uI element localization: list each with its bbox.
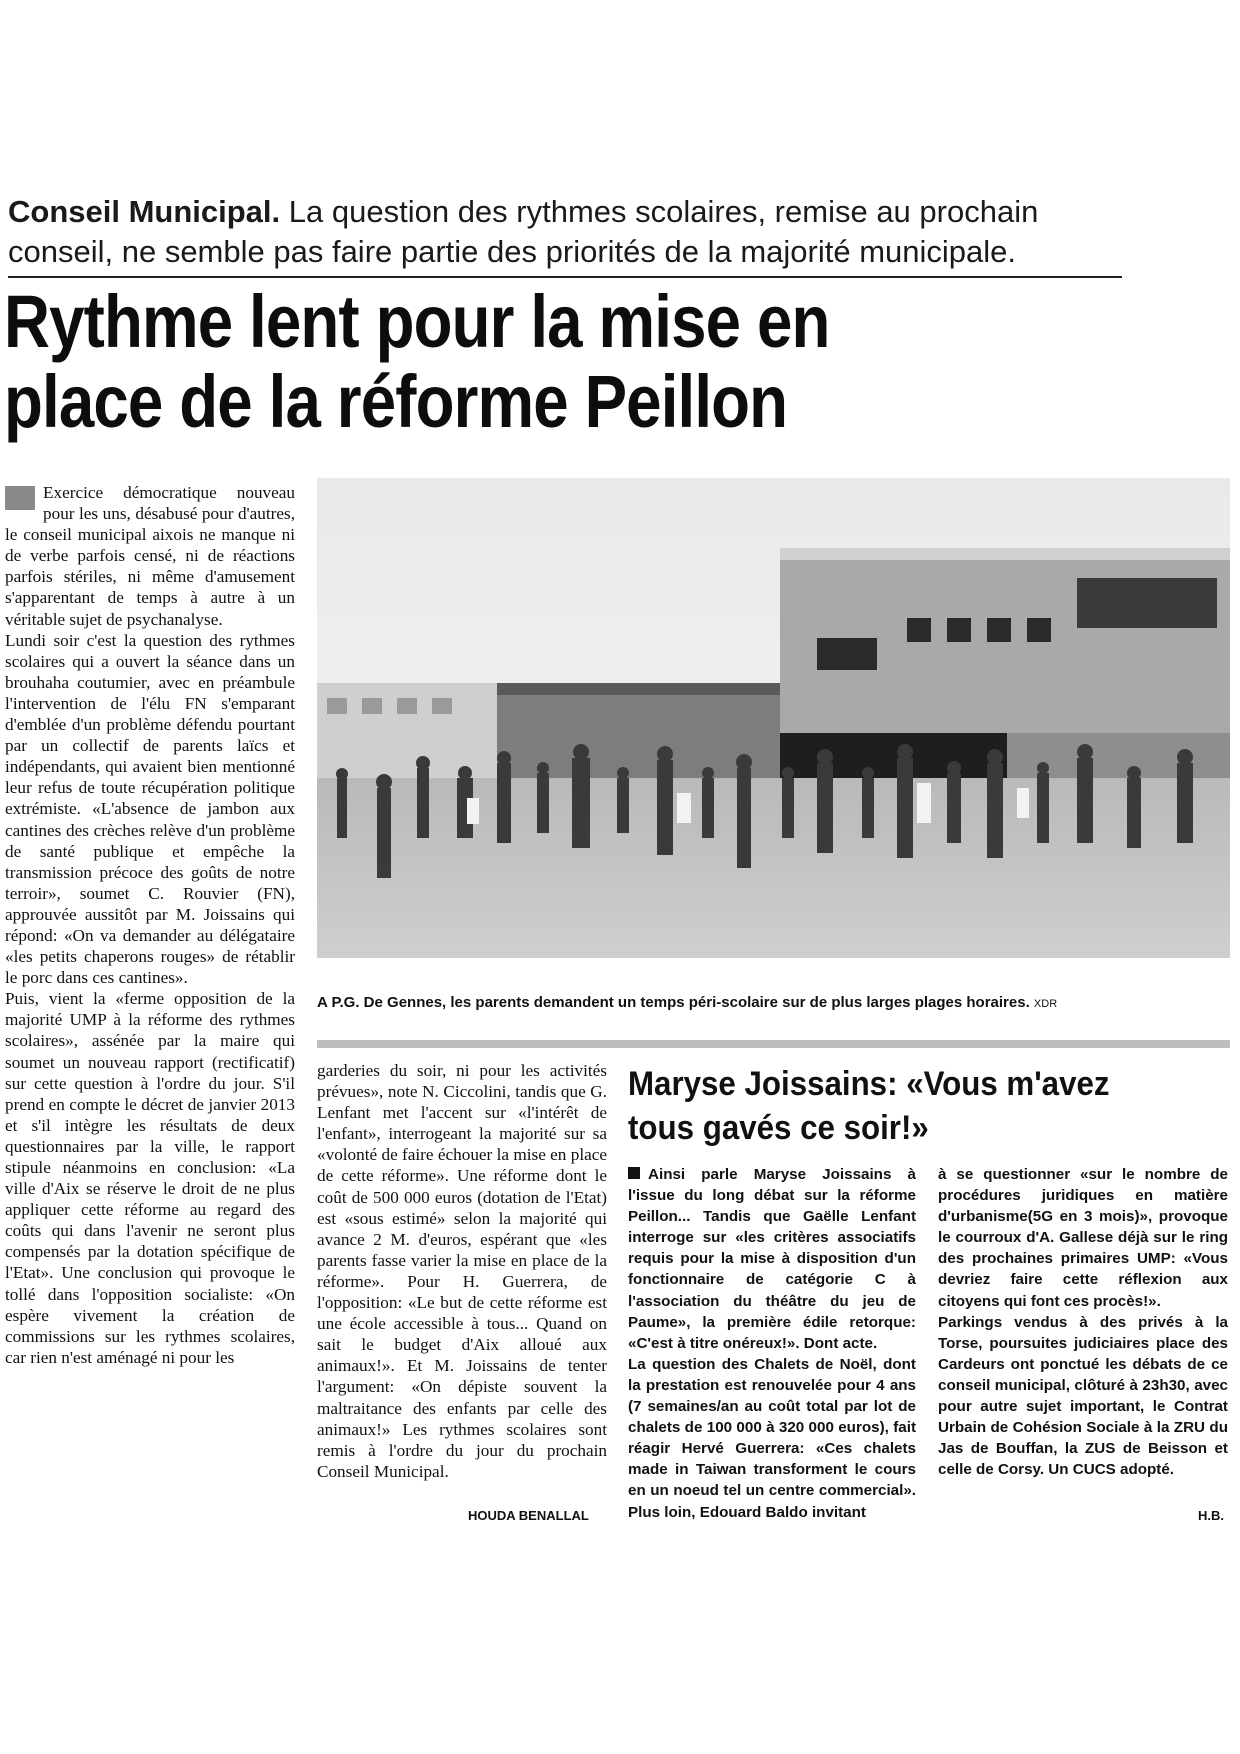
article-column-2 <box>317 1060 607 1482</box>
article-paragraph: Lundi soir c'est la question des rythmes scolaires qui a ouvert la séance dans un brouhaha coutumier, avec en préambule l'intervention de l'élu FN s'emparant d'emblée d'un problème défendu pourtant par un collectif de parents laïcs et indépendants, qui avaient bien mentionné leur refus de toute récupération politique extrémiste. «L'absence de jambon aux cantines des crèches relève d'un problème de santé publique et empêche la transmission précoce des goûts de notre terroir», soumet C. Rouvier (FN), approuvée aussitôt par M. Joissains qui répond: «On va demander au délégataire «les petits chaperons rouges» de rétablir le porc dans ces cantines». <box>5 630 295 988</box>
photo-credit: XDR <box>1033 998 1058 1010</box>
kicker-label: Conseil Municipal. <box>8 194 281 229</box>
sidebar-column-1 <box>628 1164 916 1523</box>
sidebar-paragraph: La question des Chalets de Noël, dont la prestation est renouvelée pour 4 ans (7 semaines/an au coût total par lot de chalets de 100 000 à 320 000 euros), fait réagir Hervé Guerrera: «Ces chalets made in Taiwan transforment le cours en un noeud tel un centre commercial». Plus loin, Edouard Baldo invitant <box>628 1355 916 1521</box>
sidebar-title: Maryse Joissains: «Vous m'avez tous gavés ce soir!» <box>628 1065 1110 1147</box>
bullet-icon <box>628 1167 640 1179</box>
paragraph-marker-icon <box>5 486 35 510</box>
sidebar-column-2 <box>938 1164 1228 1480</box>
photo-caption <box>317 994 1232 1011</box>
article-paragraph: garderies du soir, ni pour les activités prévues», note N. Ciccolini, tandis que G. Lenfant met l'accent sur «l'intérêt de l'enfant», interrogeant la majorité sur sa «volonté de faire échouer la mise en place de cette réforme». Une réforme dont le coût de 500 000 euros (dotation de l'Etat) est «sous estimé» selon la majorité qui avance 2 M. d'euros, espérant que «les parents fasse varier la mise en place de la réforme». Pour H. Guerrera, de l'opposition: «Le but de cette réforme est une école accessible à tous... Quand on sait le budget d'Aix alloué aux animaux!». Et M. Joissains de tenter l'argument: «On dépiste souvent la maltraitance des enfants par celle des animaux!» Les rythmes scolaires sont remis à l'ordre du jour du prochain Conseil Municipal. <box>317 1061 607 1481</box>
article-paragraph: Exercice démocratique nouveau pour les uns, désabusé pour d'autres, le conseil municipal aixois ne manque ni de verbe parfois censé, ni de réactions parfois stériles, ni même d'amusement s'apparentant de temps à autre à un véritable sujet de psychanalyse. <box>5 483 295 629</box>
headline-line2: place de la réforme Peillon <box>4 360 788 443</box>
article-paragraph: Puis, vient la «ferme opposition de la majorité UMP à la réforme des rythmes scolaires», assénée par la maire qui soumet un nouveau rapport (rectificatif) sur cette question à l'ordre du jour. S'il prend en compte le décret de janvier 2013 et s'il intègre les résultats de deux questionnaires par la ville, le rapport stipule néanmoins en conclusion: «La ville d'Aix se réserve le droit de ne plus appliquer cette réforme au regard des coûts qui dans l'avenir ne seront plus compensés par la dotation spécifique de l'Etat». Une conclusion qui provoque le tollé dans l'opposition socialiste: «On espère vivement la création de commissions sur les rythmes scolaires, car rien n'est aménagé ni pour les <box>5 989 295 1367</box>
sidebar-signature: H.B. <box>1198 1508 1224 1523</box>
headline <box>4 282 1019 442</box>
caption-text: A P.G. De Gennes, les parents demandent un temps péri-scolaire sur de plus larges plages horaires. <box>317 994 1030 1011</box>
kicker-text: La question des rythmes scolaires, remise au prochain conseil, ne semble pas faire partie des priorités de la majorité municipale. <box>8 194 1039 269</box>
sidebar-paragraph: Parkings vendus à des privés à la Torse, poursuites judiciaires place des Cardeurs ont ponctué les débats de ce conseil municipal, clôturé à 23h30, avec pour autre sujet important, le Contrat Urbain de Cohésion Sociale à la ZRU du Jas de Bouffan, la ZUS de Beisson et celle de Corsy. Un CUCS adopté. <box>938 1313 1228 1479</box>
kicker <box>8 192 1122 278</box>
sidebar-paragraph: Ainsi parle Maryse Joissains à l'issue du long débat sur la réforme Peillon... Tandis que Gaëlle Lenfant interroge sur «les critères associatifs requis pour la mise à disposition d'un fonctionnaire de catégorie C à l'association du théâtre du jeu de Paume», la première édile retorque: «C'est à titre onéreux!». Dont acte. <box>628 1166 916 1352</box>
article-column-1 <box>5 482 295 1368</box>
school-courtyard-photo <box>317 478 1230 958</box>
author-signature: HOUDA BENALLAL <box>468 1508 589 1523</box>
headline-line1: Rythme lent pour la mise en <box>4 280 830 363</box>
sidebar-paragraph: à se questionner «sur le nombre de procédures juridiques en matière d'urbanisme(5G en 3 mois)», provoque le courroux d'A. Gallese déjà sur le ring des prochaines primaires UMP: «Vous devriez faire cette réflexion aux citoyens qui font ces procès!». <box>938 1166 1228 1310</box>
section-divider <box>317 1040 1230 1048</box>
